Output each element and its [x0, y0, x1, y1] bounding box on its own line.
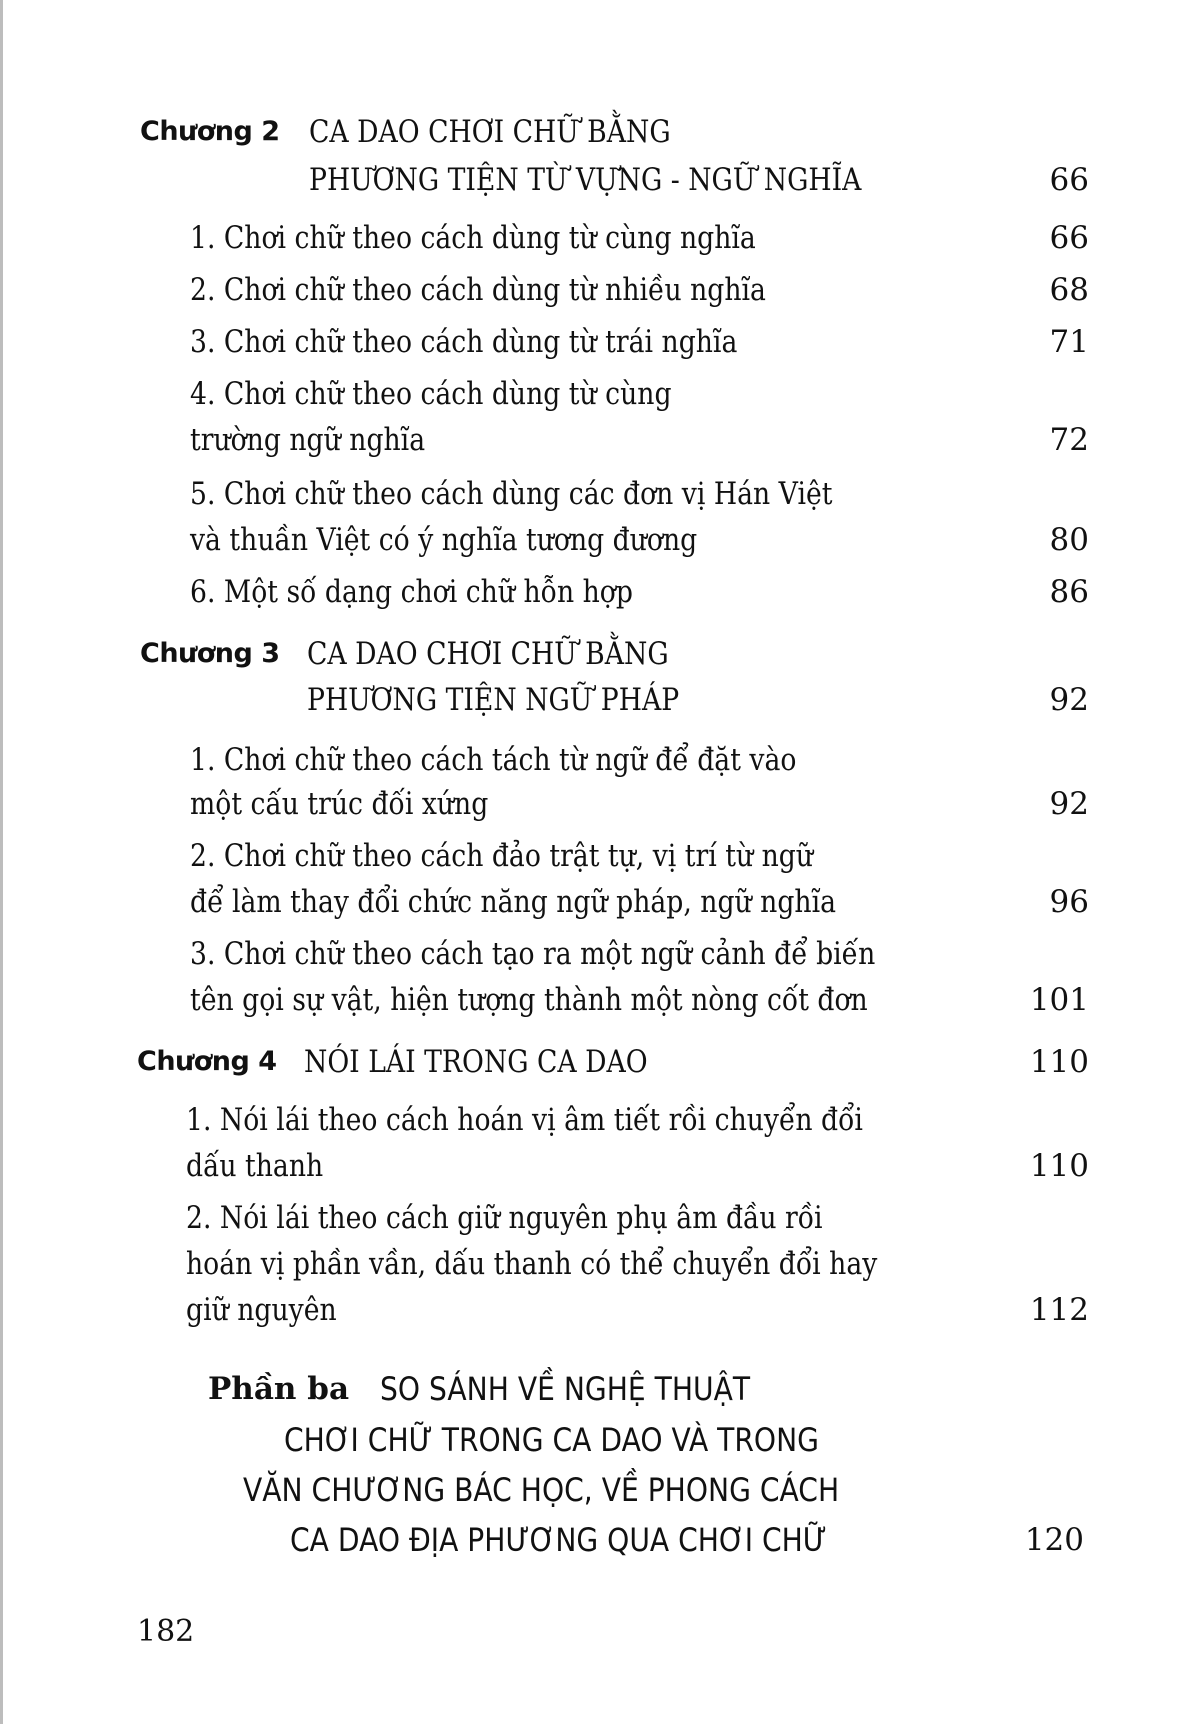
page-number: 182	[137, 1614, 195, 1649]
toc-entry-2-1-page: 66	[1049, 220, 1089, 256]
toc-entry-2-2-page: 68	[1049, 272, 1089, 308]
toc-entry-3-1-line-1: 1. Chơi chữ theo cách tách từ ngữ để đặt vào	[190, 742, 797, 778]
toc-entry-2-5-page: 80	[1049, 522, 1089, 558]
chapter-2-title-line-1: CA DAO CHƠI CHỮ BẰNG	[309, 114, 671, 150]
toc-entry-4-1-line-1: 1. Nói lái theo cách hoán vị âm tiết rồi chuyển đổi	[186, 1102, 863, 1138]
toc-entry-4-2-page: 112	[1029, 1292, 1089, 1328]
toc-entry-2-3: 3. Chơi chữ theo cách dùng từ trái nghĩa	[190, 324, 738, 360]
chapter-3-page: 92	[1049, 682, 1089, 718]
toc-entry-2-6-page: 86	[1049, 574, 1089, 610]
part-3-title-line-1: SO SÁNH VỀ NGHỆ THUẬT	[380, 1370, 751, 1408]
toc-entry-2-6: 6. Một số dạng chơi chữ hỗn hợp	[190, 574, 633, 610]
toc-entry-4-2-line-2: hoán vị phần vần, dấu thanh có thể chuyển đổi hay	[186, 1246, 878, 1282]
part-3-title-line-3: VĂN CHƯƠNG BÁC HỌC, VỀ PHONG CÁCH	[243, 1471, 840, 1509]
part-3-title-line-2: CHƠI CHỮ TRONG CA DAO VÀ TRONG	[284, 1421, 819, 1459]
toc-entry-3-3-line-1: 3. Chơi chữ theo cách tạo ra một ngữ cảnh để biến	[190, 936, 876, 972]
toc-entry-3-2-page: 96	[1049, 884, 1089, 920]
chapter-4-label: Chương 4	[137, 1046, 277, 1077]
toc-entry-4-1-line-2: dấu thanh	[186, 1148, 324, 1184]
part-3-title-line-4: CA DAO ĐỊA PHƯƠNG QUA CHƠI CHỮ	[290, 1521, 827, 1559]
toc-entry-2-2: 2. Chơi chữ theo cách dùng từ nhiều nghĩa	[190, 272, 766, 308]
toc-entry-2-4-page: 72	[1049, 422, 1089, 458]
toc-entry-3-1-page: 92	[1049, 786, 1089, 822]
toc-entry-2-3-page: 71	[1049, 324, 1089, 360]
chapter-2-page: 66	[1049, 162, 1089, 198]
chapter-3-label: Chương 3	[140, 638, 280, 669]
toc-entry-2-4-line-2: trường ngữ nghĩa	[190, 422, 426, 458]
chapter-2-label: Chương 2	[140, 116, 280, 147]
toc-entry-3-3-line-2: tên gọi sự vật, hiện tượng thành một nòng cốt đơn	[190, 982, 868, 1018]
toc-entry-4-1-page: 110	[1029, 1148, 1089, 1184]
toc-entry-2-5-line-1: 5. Chơi chữ theo cách dùng các đơn vị Hán Việt	[190, 476, 833, 512]
toc-entry-3-2-line-1: 2. Chơi chữ theo cách đảo trật tự, vị trí từ ngữ	[190, 838, 814, 874]
toc-entry-3-1-line-2: một cấu trúc đối xứng	[190, 786, 489, 822]
chapter-3-title-line-1: CA DAO CHƠI CHỮ BẰNG	[307, 636, 669, 672]
toc-entry-3-3-page: 101	[1029, 982, 1089, 1018]
part-3-page: 120	[1024, 1522, 1084, 1558]
toc-entry-3-2-line-2: để làm thay đổi chức năng ngữ pháp, ngữ nghĩa	[190, 884, 837, 920]
chapter-3-title-line-2: PHƯƠNG TIỆN NGỮ PHÁP	[307, 682, 680, 718]
toc-entry-4-2-line-1: 2. Nói lái theo cách giữ nguyên phụ âm đầu rồi	[186, 1200, 823, 1236]
chapter-2-title-line-2: PHƯƠNG TIỆN TỪ VỰNG - NGỮ NGHĨA	[309, 162, 862, 198]
chapter-4-title: NÓI LÁI TRONG CA DAO	[304, 1044, 648, 1080]
part-3-label: Phần ba	[208, 1371, 350, 1407]
toc-entry-2-5-line-2: và thuần Việt có ý nghĩa tương đương	[190, 522, 698, 558]
chapter-4-page: 110	[1029, 1044, 1089, 1080]
toc-entry-2-1: 1. Chơi chữ theo cách dùng từ cùng nghĩa	[190, 220, 756, 256]
toc-entry-4-2-line-3: giữ nguyên	[186, 1292, 337, 1328]
toc-entry-2-4-line-1: 4. Chơi chữ theo cách dùng từ cùng	[190, 376, 672, 412]
